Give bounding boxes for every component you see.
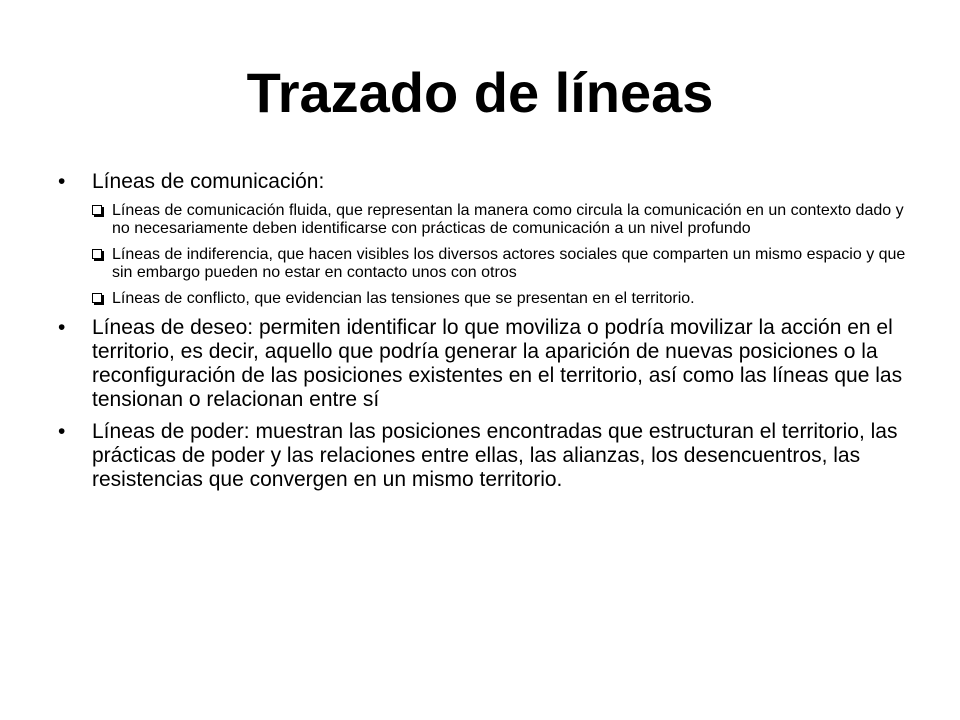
sub-item-text: Líneas de comunicación fluida, que representan la manera como circula la comunicación en un contexto dado y no necesariamente deben identificarse con prácticas de comunicación a un nivel profundo	[112, 202, 904, 237]
bullet-item-poder	[58, 420, 908, 492]
sub-item-text: Líneas de indiferencia, que hacen visibles los diversos actores sociales que comparten un mismo espacio y que sin embargo pueden no estar en contacto unos con otros	[112, 246, 906, 281]
bullet-item-deseo	[58, 316, 908, 412]
bullet-text: Líneas de comunicación:	[92, 170, 325, 193]
bullet-dot-icon: •	[58, 420, 66, 443]
checkbox-square-icon	[92, 249, 102, 259]
checkbox-square-icon	[92, 293, 102, 303]
sub-list	[92, 202, 908, 308]
bullet-text: Líneas de deseo: permiten identificar lo que moviliza o podría movilizar la acción en el territorio, es decir, aquello que podría generar la aparición de nuevas posiciones o la reconfiguración de las posiciones existentes en el territorio, así como las líneas que las tensionan o relacionan entre sí	[92, 316, 903, 411]
bullet-text: Líneas de poder: muestran las posiciones encontradas que estructuran el territorio, las prácticas de poder y las relaciones entre ellas, las alianzas, los desencuentros, las resistencias que convergen en un mismo territorio.	[92, 420, 898, 491]
bullet-item-comunicacion	[58, 170, 908, 308]
sub-item-fluida	[92, 202, 908, 238]
sub-item-conflicto	[92, 290, 908, 308]
bullet-dot-icon: •	[58, 316, 66, 339]
sub-item-indiferencia	[92, 246, 908, 282]
bullet-dot-icon: •	[58, 170, 66, 193]
sub-item-text: Líneas de conflicto, que evidencian las tensiones que se presentan en el territorio.	[112, 290, 695, 307]
slide-title: Trazado de líneas	[246, 61, 714, 124]
content-body	[58, 170, 908, 500]
checkbox-square-icon	[92, 205, 102, 215]
